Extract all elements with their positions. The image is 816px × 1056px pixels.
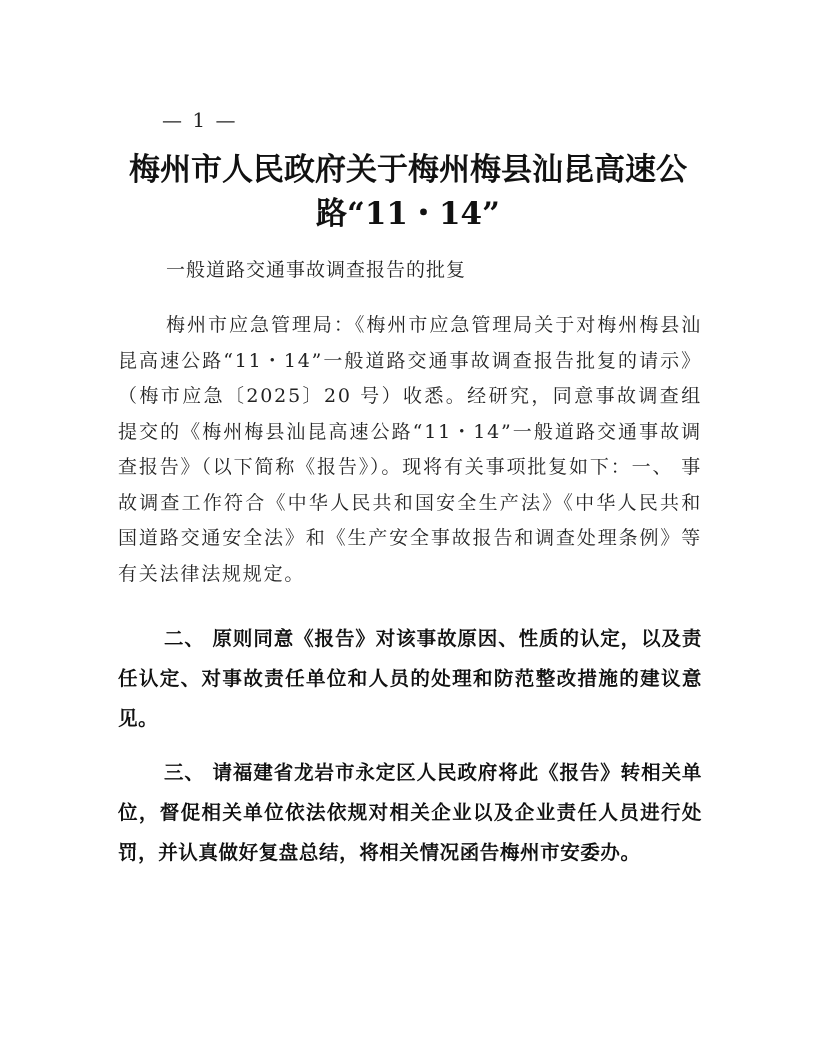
- page-number: — 1 —: [162, 108, 238, 132]
- document-subtitle: 一般道路交通事故调查报告的批复: [166, 259, 467, 281]
- document-title: 梅州市人民政府关于梅州梅县汕昆高速公路“11・14”: [129, 152, 687, 232]
- body-paragraph-1: 梅州市应急管理局：《梅州市应急管理局关于对梅州梅县汕昆高速公路“11・14”一般道路交通事故调查报告批复的请示》（梅市应急〔2025〕20 号）收悉。经研究，同意事故调查组提交的《梅州梅县汕昆高速公路“11・14”一般道路交通事故调查报告》（以下简称《报告》）。现将有关事项批复如下：一、 事故调查工作符合《中华人民共和国安全生产法》《中华人民共和国道路交通安全法》和《生产安全事故报告和调查处理条例》等有关法律法规规定。: [118, 314, 702, 585]
- body-paragraph-2: 二、 原则同意《报告》对该事故原因、性质的认定，以及责任认定、对事故责任单位和人员的处理和防范整改措施的建议意见。: [118, 627, 702, 730]
- body-paragraph-3: 三、 请福建省龙岩市永定区人民政府将此《报告》转相关单位，督促相关单位依法依规对相关企业以及企业责任人员进行处罚，并认真做好复盘总结，将相关情况函告梅州市安委办。: [118, 761, 702, 864]
